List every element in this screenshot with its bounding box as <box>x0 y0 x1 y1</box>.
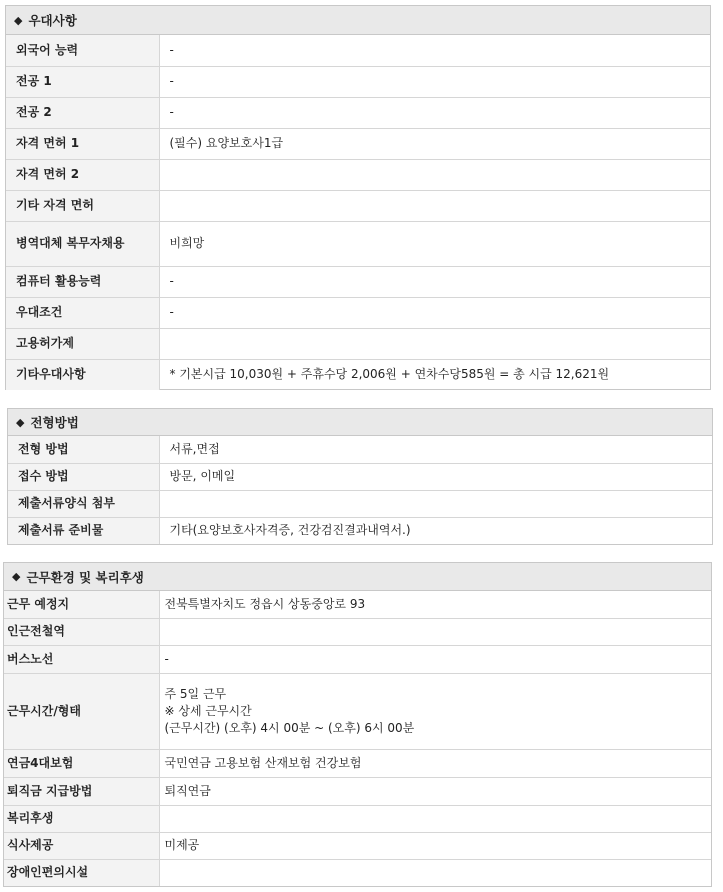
row-label: 기타우대사항 <box>6 359 159 390</box>
row-value: - <box>159 97 710 128</box>
table-row <box>6 66 710 97</box>
table-row <box>4 591 711 618</box>
work-hours-value <box>159 673 711 749</box>
preferences-section <box>5 5 711 390</box>
row-label: 제출서류 준비물 <box>8 517 159 544</box>
row-value: - <box>159 645 711 673</box>
row-value: 기타(요양보호사자격증, 건강검진결과내역서.) <box>169 523 411 538</box>
table-row <box>4 832 711 859</box>
table-row <box>6 159 710 190</box>
row-label: 전공 1 <box>6 66 159 97</box>
diamond-bullet-icon: ◆ <box>14 13 23 27</box>
diamond-bullet-icon: ◆ <box>16 415 25 429</box>
row-label: 제출서류양식 첨부 <box>8 490 159 517</box>
environment-section <box>3 562 712 887</box>
row-value: - <box>159 35 710 66</box>
table-row <box>4 618 711 645</box>
row-value: 비희망 <box>159 221 710 266</box>
selection-title: 전형방법 <box>30 415 79 430</box>
table-row <box>6 266 710 297</box>
row-value: 방문, 이메일 <box>159 463 712 490</box>
row-value: - <box>159 266 710 297</box>
work-hours-line: 주 5일 근무 <box>164 686 227 701</box>
row-label: 근무 예정지 <box>4 591 159 618</box>
preferences-header <box>6 6 710 35</box>
row-value: * 기본시급 10,030원 + 주휴수당 2,006원 + 연차수당585원 = 총 시급 12,621원 <box>169 367 610 382</box>
row-value <box>159 805 711 832</box>
row-label: 전공 2 <box>6 97 159 128</box>
table-row <box>4 805 711 832</box>
table-row <box>6 190 710 221</box>
row-label: 자격 면허 1 <box>6 128 159 159</box>
selection-table <box>8 436 712 544</box>
table-row <box>6 328 710 359</box>
row-label: 장애인편의시설 <box>4 859 159 886</box>
row-value: - <box>159 297 710 328</box>
row-label: 전형 방법 <box>8 436 159 463</box>
row-value: 미제공 <box>159 832 711 859</box>
row-label: 버스노선 <box>4 645 159 673</box>
table-row <box>6 221 710 266</box>
table-row <box>6 35 710 66</box>
environment-table <box>4 591 711 886</box>
work-hours-line: ※ 상세 근무시간 <box>164 703 252 718</box>
diamond-bullet-icon: ◆ <box>12 570 21 583</box>
table-row <box>8 490 712 517</box>
row-label: 병역대체 복무자채용 <box>6 221 159 266</box>
row-value <box>159 328 710 359</box>
table-row <box>4 673 711 749</box>
preferences-table <box>6 35 710 390</box>
row-label: 우대조건 <box>6 297 159 328</box>
row-label: 기타 자격 면허 <box>6 190 159 221</box>
row-label: 외국어 능력 <box>6 35 159 66</box>
table-row <box>4 645 711 673</box>
work-hours-line: (근무시간) (오후) 4시 00분 ~ (오후) 6시 00분 <box>164 720 415 735</box>
row-value <box>159 190 710 221</box>
environment-title: 근무환경 및 복리후생 <box>26 569 144 585</box>
row-value: (필수) 요양보호사1급 <box>159 128 710 159</box>
table-row <box>4 749 711 777</box>
row-value: 퇴직연금 <box>159 777 711 805</box>
row-value <box>159 490 712 517</box>
row-label: 자격 면허 2 <box>6 159 159 190</box>
table-row <box>4 777 711 805</box>
selection-section <box>7 408 713 545</box>
table-row <box>8 436 712 463</box>
environment-header <box>4 563 711 591</box>
row-value: 전북특별자치도 정읍시 상동중앙로 93 <box>159 591 711 618</box>
row-value: 서류,면접 <box>159 436 712 463</box>
row-label: 식사제공 <box>4 832 159 859</box>
row-value: 국민연금 고용보험 산재보험 건강보험 <box>159 749 711 777</box>
row-label: 인근전철역 <box>4 618 159 645</box>
row-label: 컴퓨터 활용능력 <box>6 266 159 297</box>
row-label: 근무시간/형태 <box>4 673 159 749</box>
table-row <box>8 463 712 490</box>
row-value <box>159 859 711 886</box>
row-label: 퇴직금 지급방법 <box>4 777 159 805</box>
row-value <box>159 618 711 645</box>
table-row <box>6 128 710 159</box>
row-value: - <box>159 66 710 97</box>
table-row <box>6 359 710 390</box>
table-row <box>6 297 710 328</box>
table-row <box>8 517 712 544</box>
row-value <box>159 159 710 190</box>
selection-header <box>8 409 712 436</box>
row-label: 연금4대보험 <box>4 749 159 777</box>
row-label: 고용허가제 <box>6 328 159 359</box>
preferences-title: 우대사항 <box>28 13 77 28</box>
table-row <box>6 97 710 128</box>
row-label: 접수 방법 <box>8 463 159 490</box>
row-label: 복리후생 <box>4 805 159 832</box>
table-row <box>4 859 711 886</box>
